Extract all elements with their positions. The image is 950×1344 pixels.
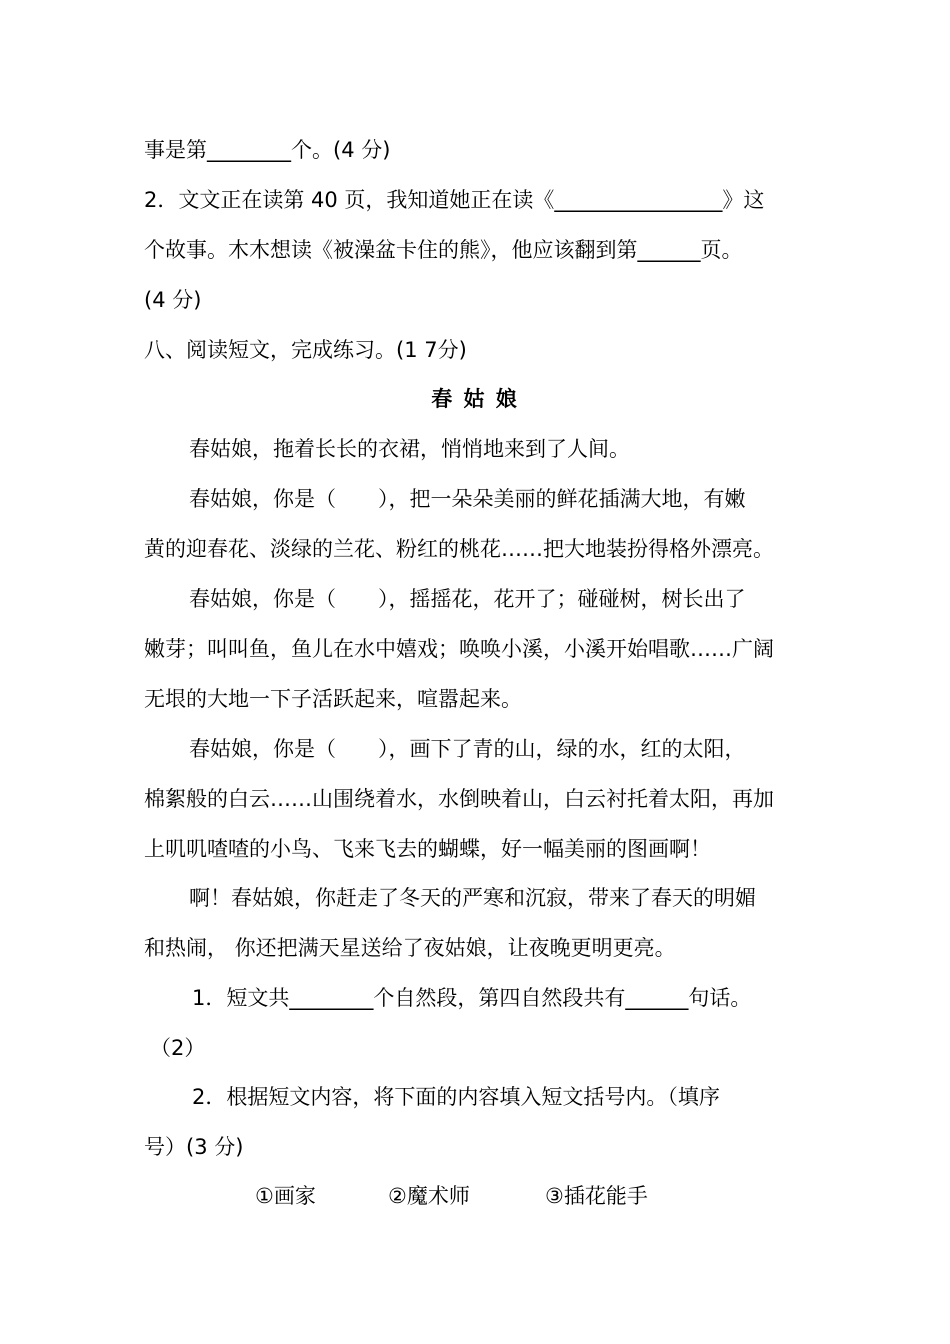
paragraph-line: 上叽叽喳喳的小鸟、飞来飞去的蝴蝶，好一幅美丽的图画啊！: [144, 837, 711, 861]
option-magician: ②魔术师: [388, 1184, 470, 1208]
section-heading: 八、阅读短文，完成练习。(1 7分): [144, 338, 467, 362]
question-2-continued: 号）(3 分): [144, 1135, 244, 1159]
option-flower-arranger: ③插花能手: [545, 1184, 648, 1208]
paragraph-line: 春姑娘，拖着长长的衣裙，悄悄地来到了人间。: [189, 437, 630, 461]
paragraph-line: 春姑娘，你是（ ），摇摇花，花开了；碰碰树，树长出了: [189, 587, 746, 611]
text-line: 个故事。木木想读《被澡盆卡住的熊》，他应该翻到第______页。: [144, 238, 743, 262]
paragraph-line: 春姑娘，你是（ ），画下了青的山，绿的水，红的太阳，: [189, 737, 746, 761]
question-2: 2．根据短文内容，将下面的内容填入短文括号内。（填序: [192, 1085, 720, 1109]
text-line: 2．文文正在读第 40 页，我知道她正在读《________________》这: [144, 188, 765, 212]
text-line: (4 分): [144, 288, 202, 312]
paragraph-line: 无垠的大地一下子活跃起来，喧嚣起来。: [144, 687, 522, 711]
paragraph-line: 嫩芽；叫叫鱼，鱼儿在水中嬉戏；唤唤小溪，小溪开始唱歌……广阔: [144, 637, 774, 661]
paragraph-line: 棉絮般的白云……山围绕着水，水倒映着山，白云衬托着太阳，再加: [144, 787, 774, 811]
question-1: 1．短文共________个自然段，第四自然段共有______句话。: [192, 986, 752, 1010]
question-1-score: （2）: [150, 1036, 206, 1060]
paragraph-line: 和热闹， 你还把满天星送给了夜姑娘，让夜晚更明更亮。: [144, 936, 676, 960]
option-painter: ①画家: [255, 1184, 316, 1208]
paragraph-line: 啊！春姑娘，你赶走了冬天的严寒和沉寂，带来了春天的明媚: [189, 886, 756, 910]
passage-title: 春 姑 娘: [431, 387, 519, 411]
answer-options: [255, 1181, 648, 1211]
paragraph-line: 黄的迎春花、淡绿的兰花、粉红的桃花……把大地装扮得格外漂亮。: [144, 537, 774, 561]
text-line: 事是第________个。(4 分): [144, 138, 391, 162]
paragraph-line: 春姑娘，你是（ ），把一朵朵美丽的鲜花插满大地，有嫩: [189, 487, 746, 511]
